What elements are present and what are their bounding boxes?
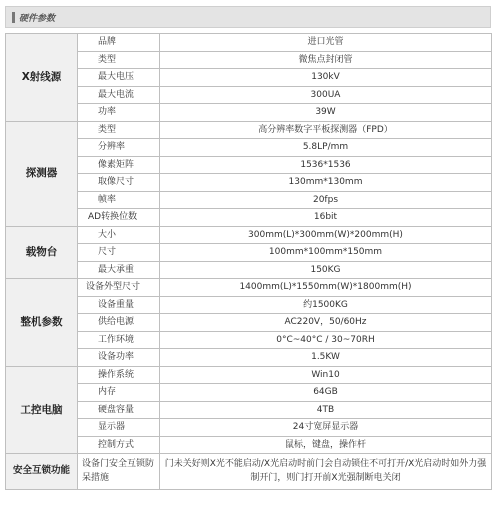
- property-label: 最大承重: [78, 261, 160, 279]
- property-value: 300UA: [160, 86, 492, 104]
- property-value: 0°C~40°C / 30~70RH: [160, 331, 492, 349]
- table-row: [6, 366, 492, 384]
- property-value: 门未关好则X光不能启动/X光启动时前门会自动锁住不可打开/X光启动时如外力强制开门，则门打开前X光强制断电关闭: [160, 454, 492, 490]
- property-value: 300mm(L)*300mm(W)*200mm(H): [160, 226, 492, 244]
- property-value: 64GB: [160, 384, 492, 402]
- group-safety-interlock: 安全互锁功能: [6, 454, 78, 490]
- property-label: 分辨率: [78, 139, 160, 157]
- group-stage: 载物台: [6, 226, 78, 279]
- property-label: 帧率: [78, 191, 160, 209]
- table-row: [6, 384, 492, 402]
- property-label: 显示器: [78, 419, 160, 437]
- property-label: 设备门安全互锁防呆措施: [78, 454, 160, 490]
- property-label: 设备外型尺寸: [78, 279, 160, 297]
- table-row: [6, 156, 492, 174]
- property-label: 控制方式: [78, 436, 160, 454]
- table-row: [6, 314, 492, 332]
- table-row: [6, 261, 492, 279]
- group-machine: 整机参数: [6, 279, 78, 367]
- table-row: [6, 51, 492, 69]
- table-row: [6, 279, 492, 297]
- property-value: 16bit: [160, 209, 492, 227]
- table-row: [6, 401, 492, 419]
- property-label: 供给电源: [78, 314, 160, 332]
- table-row: [6, 69, 492, 87]
- property-value: Win10: [160, 366, 492, 384]
- table-row: [6, 349, 492, 367]
- section-title: 硬件参数: [19, 13, 56, 24]
- property-value: 进口光管: [160, 34, 492, 52]
- table-row: [6, 121, 492, 139]
- property-label: 最大电流: [78, 86, 160, 104]
- property-label: 大小: [78, 226, 160, 244]
- property-label: 取像尺寸: [78, 174, 160, 192]
- property-label: 操作系统: [78, 366, 160, 384]
- table-row: [6, 34, 492, 52]
- header-bar-icon: [12, 12, 15, 23]
- group-detector: 探测器: [6, 121, 78, 226]
- property-label: 像素矩阵: [78, 156, 160, 174]
- table-row: [6, 454, 492, 490]
- table-row: [6, 209, 492, 227]
- property-value: 1.5KW: [160, 349, 492, 367]
- property-value: 20fps: [160, 191, 492, 209]
- group-industrial-pc: 工控电脑: [6, 366, 78, 454]
- property-value: 5.8LP/mm: [160, 139, 492, 157]
- property-label: 设备重量: [78, 296, 160, 314]
- property-label: AD转换位数: [78, 209, 160, 227]
- property-value: 100mm*100mm*150mm: [160, 244, 492, 262]
- table-row: [6, 296, 492, 314]
- group-xray-source: X射线源: [6, 34, 78, 122]
- property-value: 1536*1536: [160, 156, 492, 174]
- property-value: 1400mm(L)*1550mm(W)*1800mm(H): [160, 279, 492, 297]
- table-row: [6, 191, 492, 209]
- property-value: 鼠标，键盘，操作杆: [160, 436, 492, 454]
- hardware-spec-table: [5, 33, 492, 490]
- property-value: 高分辨率数字平板探测器（FPD）: [160, 121, 492, 139]
- property-label: 类型: [78, 121, 160, 139]
- table-row: [6, 104, 492, 122]
- table-row: [6, 244, 492, 262]
- table-row: [6, 331, 492, 349]
- property-value: 24寸宽屏显示器: [160, 419, 492, 437]
- property-label: 工作环境: [78, 331, 160, 349]
- property-label: 功率: [78, 104, 160, 122]
- property-value: 39W: [160, 104, 492, 122]
- property-value: 4TB: [160, 401, 492, 419]
- property-label: 设备功率: [78, 349, 160, 367]
- property-label: 尺寸: [78, 244, 160, 262]
- section-header: [5, 6, 491, 28]
- property-label: 品牌: [78, 34, 160, 52]
- property-value: 微焦点封闭管: [160, 51, 492, 69]
- table-row: [6, 86, 492, 104]
- property-value: 约1500KG: [160, 296, 492, 314]
- table-row: [6, 419, 492, 437]
- property-value: 130kV: [160, 69, 492, 87]
- property-label: 内存: [78, 384, 160, 402]
- property-label: 硬盘容量: [78, 401, 160, 419]
- table-row: [6, 226, 492, 244]
- property-value: 150KG: [160, 261, 492, 279]
- property-label: 类型: [78, 51, 160, 69]
- property-value: 130mm*130mm: [160, 174, 492, 192]
- table-row: [6, 436, 492, 454]
- table-row: [6, 139, 492, 157]
- property-value: AC220V，50/60Hz: [160, 314, 492, 332]
- table-row: [6, 174, 492, 192]
- property-label: 最大电压: [78, 69, 160, 87]
